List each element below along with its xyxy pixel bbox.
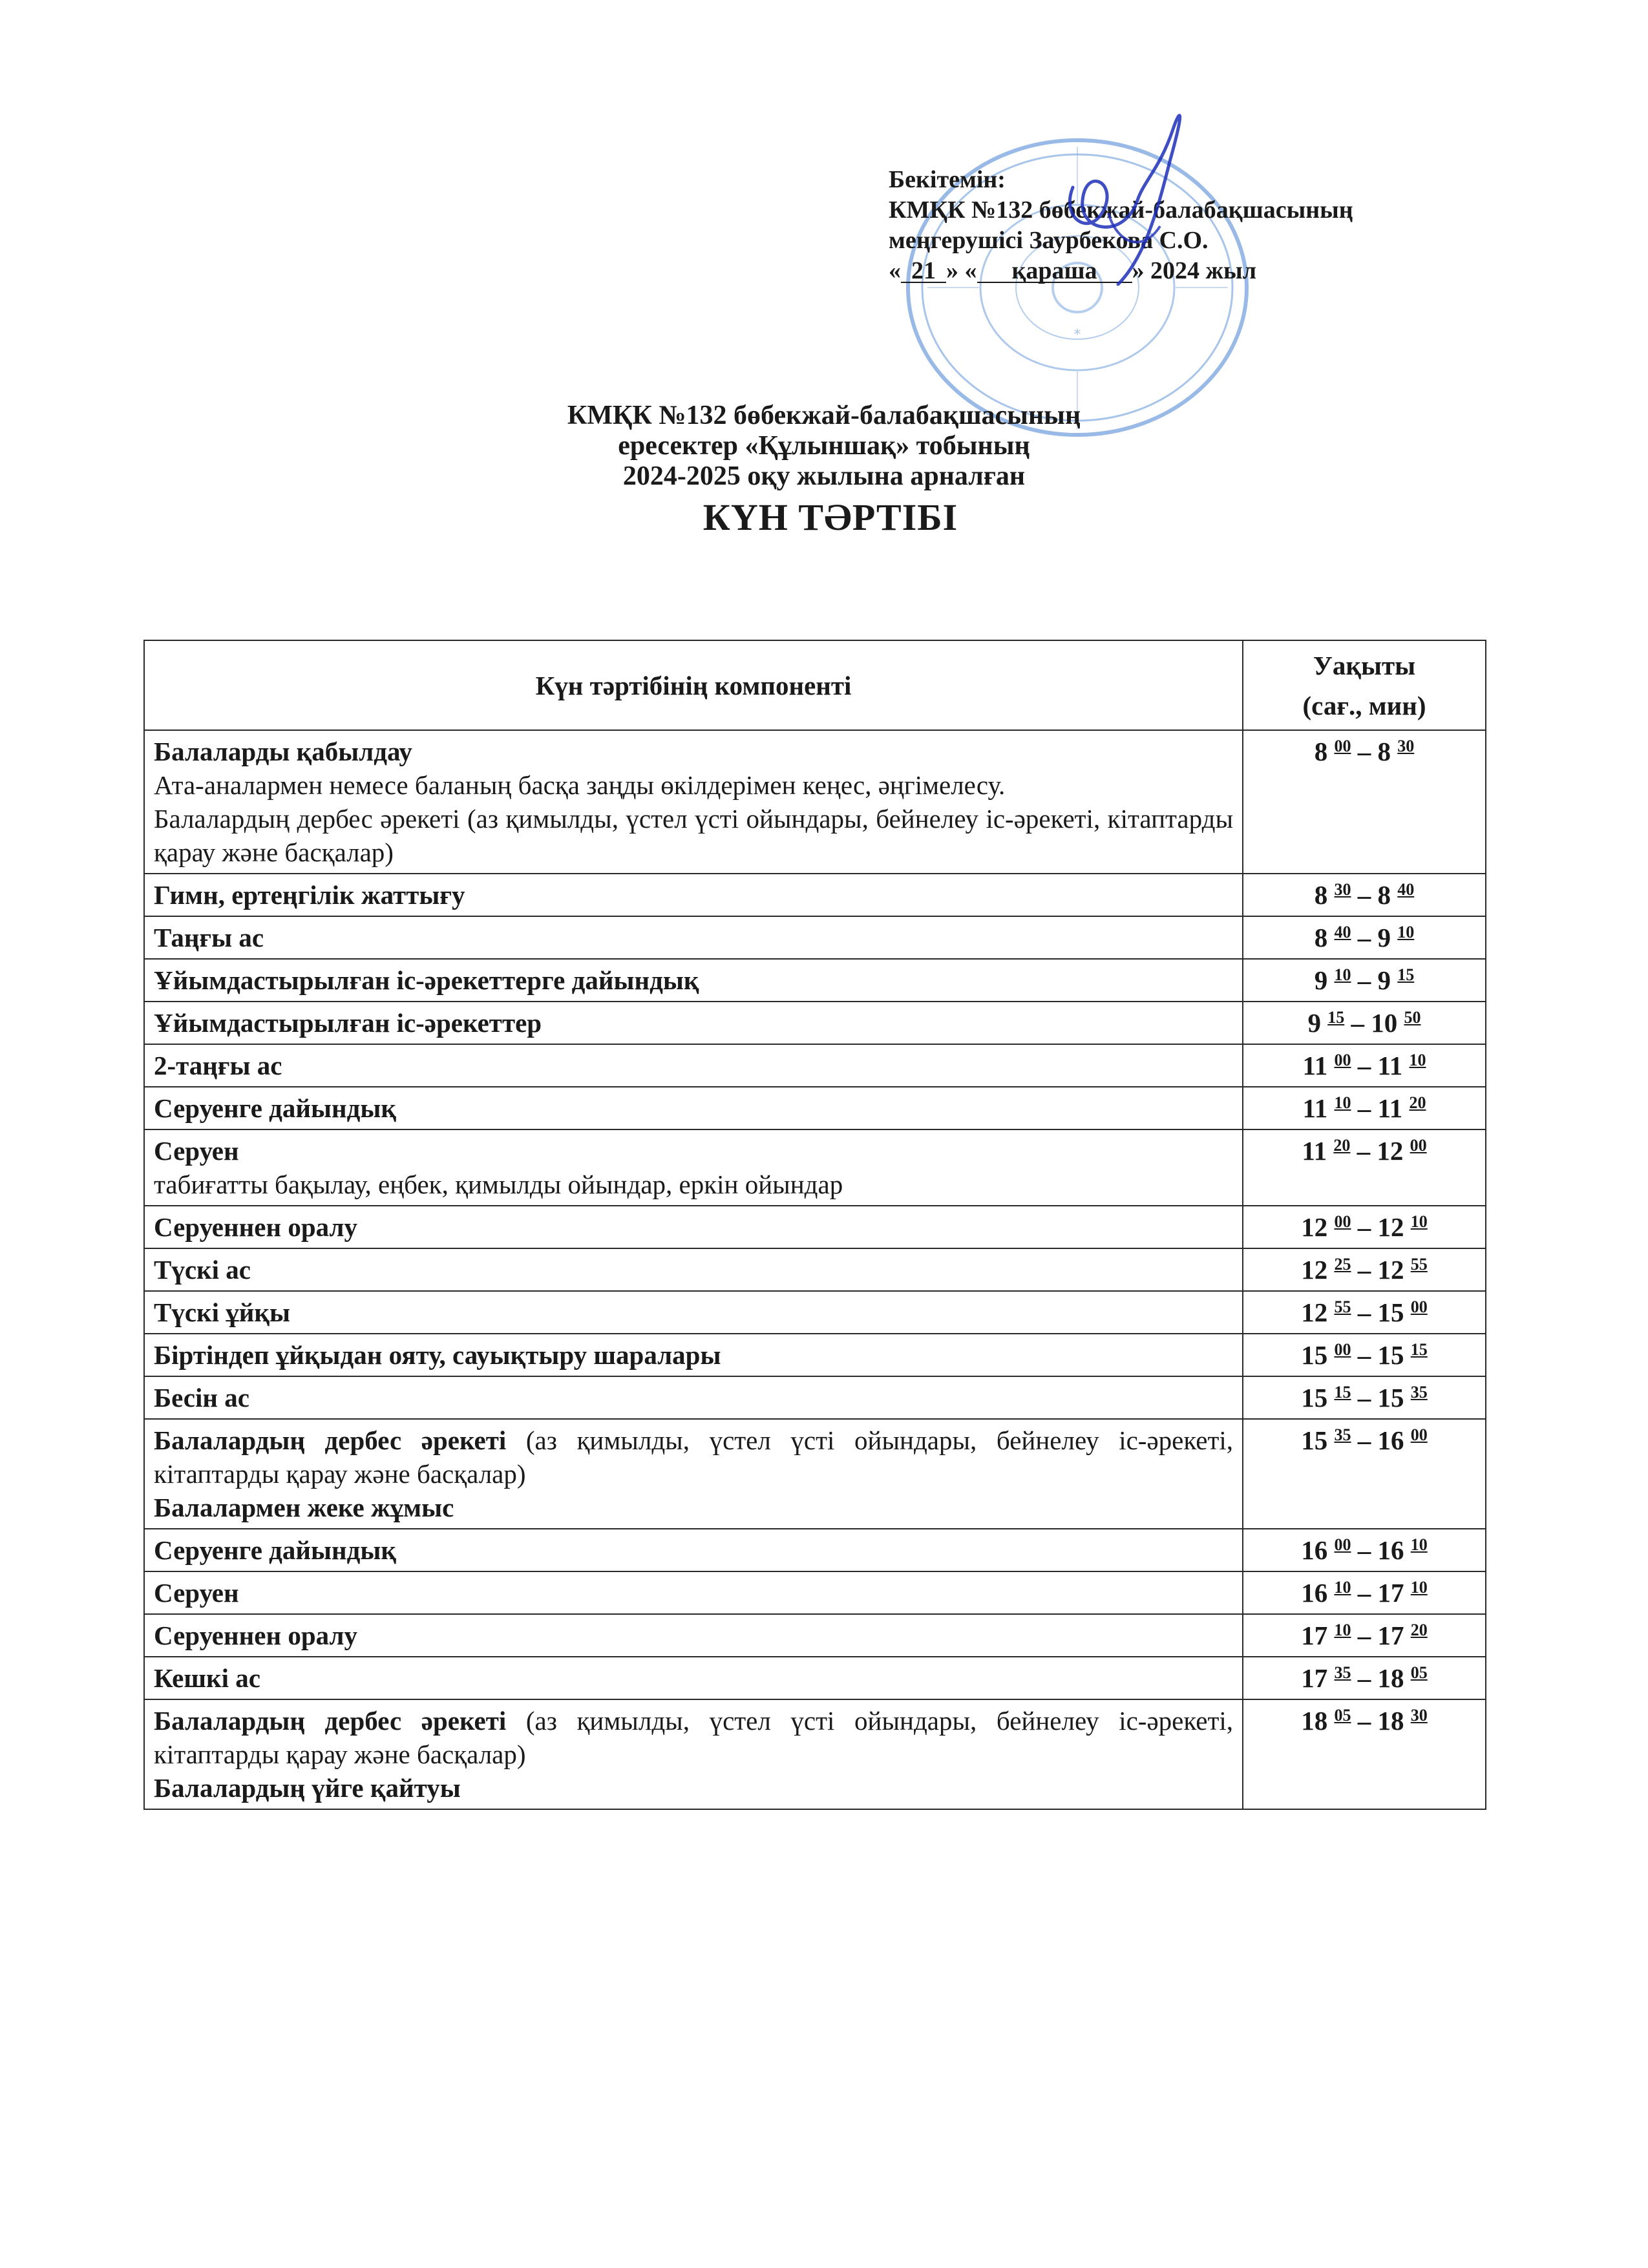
row-component	[144, 1571, 1243, 1614]
row-component	[144, 1419, 1243, 1529]
component-title: Ұйымдастырылған іс-әрекеттерге дайындық	[154, 965, 699, 995]
time-start-hour: 8	[1314, 880, 1328, 910]
component-title: 2-таңғы ас	[154, 1051, 282, 1080]
table-row	[144, 1206, 1486, 1248]
time-start-minutes: 00	[1334, 1535, 1351, 1554]
component-title: Балалармен жеке жұмыс	[154, 1493, 454, 1522]
approval-organization: КМҚК №132 бөбекжай-балабақшасының	[889, 196, 1353, 224]
approval-block	[889, 165, 1470, 286]
component-title: Таңғы ас	[154, 923, 264, 952]
time-end-hour: 15	[1377, 1297, 1404, 1327]
time-start-minutes: 00	[1334, 737, 1351, 755]
row-time: 16 $^{00}$ – 16 $^{10}$	[1243, 1529, 1486, 1571]
row-component	[144, 1699, 1243, 1809]
row-component	[144, 730, 1243, 874]
time-start-hour: 18	[1301, 1706, 1328, 1736]
row-time: 9 $^{10}$ – 9 $^{15}$	[1243, 959, 1486, 1002]
approval-label: Бекітемін:	[889, 166, 1006, 193]
date-open-quote: «	[889, 257, 901, 284]
row-time: 11 $^{10}$ – 11 $^{20}$	[1243, 1087, 1486, 1129]
row-time: 15 $^{00}$ – 15 $^{15}$	[1243, 1334, 1486, 1376]
time-end-hour: 16	[1377, 1425, 1404, 1455]
table-row	[144, 1087, 1486, 1129]
row-component	[144, 1657, 1243, 1699]
table-row	[144, 1044, 1486, 1087]
component-title: Түскі ұйқы	[154, 1297, 291, 1327]
time-end-minutes: 10	[1410, 1578, 1428, 1597]
time-end-hour: 11	[1377, 1051, 1403, 1080]
time-start-minutes: 55	[1334, 1297, 1351, 1316]
component-title: Гимн, ертеңгілік жаттығу	[154, 880, 465, 910]
schedule-table	[143, 640, 1486, 1810]
row-component	[144, 1529, 1243, 1571]
component-description: Балалардың дербес әрекеті (аз қимылды, үстел үсті ойындары, бейнелеу іс-әрекеті, кітаптарды қарау және басқалар)	[154, 804, 1233, 867]
row-component	[144, 1248, 1243, 1291]
row-time: 18 $^{05}$ – 18 $^{30}$	[1243, 1699, 1486, 1809]
table-row	[144, 1002, 1486, 1044]
row-time: 8 $^{30}$ – 8 $^{40}$	[1243, 874, 1486, 916]
time-start-minutes: 25	[1334, 1255, 1351, 1274]
time-start-hour: 12	[1301, 1255, 1328, 1285]
time-start-hour: 16	[1301, 1578, 1328, 1608]
document-heading	[0, 401, 1648, 543]
component-description: (аз қимылды, үстел үсті ойындары, бейнелеу іс-әрекеті, кітаптарды қарау және басқалар)	[154, 1706, 1234, 1769]
time-start-hour: 12	[1301, 1212, 1328, 1242]
time-end-minutes: 15	[1397, 965, 1415, 984]
time-end-minutes: 10	[1410, 1535, 1428, 1554]
time-end-hour: 12	[1377, 1255, 1404, 1285]
time-start-hour: 17	[1301, 1621, 1328, 1650]
row-time: 17 $^{35}$ – 18 $^{05}$	[1243, 1657, 1486, 1699]
time-start-minutes: 00	[1334, 1051, 1351, 1069]
time-start-hour: 12	[1301, 1297, 1328, 1327]
time-end-hour: 15	[1377, 1340, 1404, 1370]
time-start-minutes: 35	[1334, 1663, 1351, 1682]
date-year: » 2024 жыл	[1132, 257, 1257, 284]
component-title: Түскі ас	[154, 1255, 251, 1285]
row-component	[144, 874, 1243, 916]
row-component	[144, 1614, 1243, 1657]
table-row	[144, 1614, 1486, 1657]
schedule-body	[144, 730, 1486, 1809]
component-title: Серуен	[154, 1136, 239, 1166]
table-row	[144, 1699, 1486, 1809]
time-start-hour: 11	[1302, 1136, 1327, 1166]
row-time: 8 $^{00}$ – 8 $^{30}$	[1243, 730, 1486, 874]
row-time: 16 $^{10}$ – 17 $^{10}$	[1243, 1571, 1486, 1614]
time-end-hour: 18	[1377, 1706, 1404, 1736]
time-start-minutes: 35	[1334, 1425, 1351, 1444]
time-end-hour: 8	[1377, 737, 1391, 766]
table-row	[144, 1334, 1486, 1376]
time-start-hour: 15	[1301, 1340, 1328, 1370]
time-start-hour: 11	[1302, 1051, 1328, 1080]
component-title: Балалардың үйге қайтуы	[154, 1773, 461, 1803]
row-component	[144, 1129, 1243, 1206]
time-start-minutes: 15	[1327, 1008, 1345, 1027]
row-component	[144, 916, 1243, 959]
time-end-hour: 9	[1377, 965, 1391, 995]
time-end-hour: 18	[1377, 1663, 1404, 1693]
component-description: табиғатты бақылау, еңбек, қимылды ойындар, еркін ойындар	[154, 1170, 843, 1199]
time-start-minutes: 00	[1334, 1212, 1351, 1231]
time-end-hour: 10	[1371, 1008, 1398, 1038]
component-title: Серуен	[154, 1578, 239, 1608]
header-time-line2: (сағ., мин)	[1302, 690, 1426, 720]
row-time: 15 $^{35}$ – 16 $^{00}$	[1243, 1419, 1486, 1529]
table-row	[144, 1248, 1486, 1291]
time-end-minutes: 10	[1410, 1212, 1428, 1231]
component-title: Ұйымдастырылған іс-әрекеттер	[154, 1008, 542, 1038]
row-time: 12 $^{25}$ – 12 $^{55}$	[1243, 1248, 1486, 1291]
table-header-row	[144, 640, 1486, 730]
heading-group: ересектер «Құлыншақ» тобының	[618, 431, 1030, 461]
time-end-hour: 17	[1377, 1578, 1404, 1608]
time-start-hour: 15	[1301, 1425, 1328, 1455]
row-component	[144, 1376, 1243, 1419]
time-start-minutes: 10	[1334, 965, 1351, 984]
time-end-minutes: 00	[1410, 1425, 1428, 1444]
page-title: КҮН ТӘРТІБІ	[703, 496, 958, 538]
time-start-hour: 17	[1301, 1663, 1328, 1693]
header-time-line1: Уақыты	[1313, 650, 1416, 680]
row-component	[144, 1044, 1243, 1087]
time-start-minutes: 10	[1334, 1093, 1351, 1112]
time-start-hour: 8	[1314, 737, 1328, 766]
component-title: Серуеннен оралу	[154, 1212, 357, 1242]
time-start-hour: 11	[1302, 1093, 1328, 1123]
time-end-minutes: 40	[1397, 880, 1415, 899]
svg-text:*: *	[1073, 327, 1081, 343]
time-start-hour: 15	[1301, 1383, 1328, 1412]
heading-organization: КМҚК №132 бөбекжай-балабақшасының	[567, 401, 1081, 430]
component-title: Балалардың дербес әрекеті	[154, 1706, 507, 1736]
row-time: 17 $^{10}$ – 17 $^{20}$	[1243, 1614, 1486, 1657]
time-end-minutes: 30	[1410, 1706, 1428, 1725]
time-start-minutes: 00	[1334, 1340, 1351, 1359]
time-start-minutes: 15	[1334, 1383, 1351, 1402]
row-component	[144, 1206, 1243, 1248]
date-day: 21	[901, 260, 946, 283]
component-description: (аз қимылды, үстел үсті ойындары, бейнелеу іс-әрекеті, кітаптарды қарау және басқалар)	[154, 1425, 1234, 1489]
time-end-minutes: 55	[1410, 1255, 1428, 1274]
time-end-minutes: 00	[1410, 1297, 1428, 1316]
time-start-minutes: 20	[1333, 1136, 1351, 1155]
approval-date	[889, 256, 1470, 286]
time-end-minutes: 20	[1410, 1621, 1428, 1639]
row-time: 15 $^{15}$ – 15 $^{35}$	[1243, 1376, 1486, 1419]
time-end-hour: 15	[1377, 1383, 1404, 1412]
table-row	[144, 730, 1486, 874]
table-row	[144, 874, 1486, 916]
time-start-hour: 9	[1307, 1008, 1321, 1038]
time-end-minutes: 10	[1409, 1051, 1426, 1069]
row-component	[144, 959, 1243, 1002]
component-title: Біртіндеп ұйқыдан ояту, сауықтыру шаралары	[154, 1340, 721, 1370]
time-end-minutes: 50	[1404, 1008, 1421, 1027]
table-row	[144, 1529, 1486, 1571]
table-row	[144, 1376, 1486, 1419]
table-row	[144, 1571, 1486, 1614]
time-start-minutes: 30	[1334, 880, 1351, 899]
table-row	[144, 1657, 1486, 1699]
time-start-minutes: 10	[1334, 1578, 1351, 1597]
row-time: 12 $^{00}$ – 12 $^{10}$	[1243, 1206, 1486, 1248]
time-end-minutes: 20	[1409, 1093, 1426, 1112]
row-component	[144, 1291, 1243, 1334]
time-end-hour: 11	[1377, 1093, 1403, 1123]
table-row	[144, 1419, 1486, 1529]
row-time: 12 $^{55}$ – 15 $^{00}$	[1243, 1291, 1486, 1334]
time-start-minutes: 05	[1334, 1706, 1351, 1725]
time-end-minutes: 05	[1410, 1663, 1428, 1682]
time-end-minutes: 10	[1397, 923, 1415, 941]
time-end-hour: 12	[1377, 1136, 1404, 1166]
date-month: қараша	[977, 260, 1132, 283]
row-time: 8 $^{40}$ – 9 $^{10}$	[1243, 916, 1486, 959]
row-component	[144, 1334, 1243, 1376]
time-start-hour: 16	[1301, 1535, 1328, 1565]
header-component: Күн тәртібінің компоненті	[144, 640, 1243, 730]
heading-year: 2024-2025 оқу жылына арналған	[622, 461, 1026, 491]
time-end-hour: 9	[1377, 923, 1391, 952]
component-title: Серуенге дайындық	[154, 1535, 397, 1565]
header-time	[1243, 640, 1486, 730]
component-description: Ата-аналармен немесе баланың басқа заңды өкілдерімен кеңес, әңгімелесу.	[154, 770, 1006, 800]
time-end-hour: 16	[1377, 1535, 1404, 1565]
time-start-hour: 9	[1314, 965, 1328, 995]
component-title: Бесін ас	[154, 1383, 249, 1412]
component-title: Балалардың дербес әрекеті	[154, 1425, 507, 1455]
component-title: Серуеннен оралу	[154, 1621, 357, 1650]
time-end-minutes: 35	[1410, 1383, 1428, 1402]
time-end-hour: 17	[1377, 1621, 1404, 1650]
row-time: 11 $^{00}$ – 11 $^{10}$	[1243, 1044, 1486, 1087]
time-end-minutes: 00	[1410, 1136, 1427, 1155]
row-component	[144, 1002, 1243, 1044]
component-title: Балаларды қабылдау	[154, 737, 412, 766]
time-end-minutes: 15	[1410, 1340, 1428, 1359]
row-component	[144, 1087, 1243, 1129]
row-time: 11 $^{20}$ – 12 $^{00}$	[1243, 1129, 1486, 1206]
date-mid-quote: » «	[946, 257, 977, 284]
row-time: 9 $^{15}$ – 10 $^{50}$	[1243, 1002, 1486, 1044]
approval-director: меңгерушісі Заурбекова С.О.	[889, 227, 1209, 254]
time-start-minutes: 40	[1334, 923, 1351, 941]
time-end-hour: 8	[1377, 880, 1391, 910]
table-row	[144, 1291, 1486, 1334]
time-end-minutes: 30	[1397, 737, 1415, 755]
component-title: Кешкі ас	[154, 1663, 260, 1693]
time-start-hour: 8	[1314, 923, 1328, 952]
table-row	[144, 1129, 1486, 1206]
time-end-hour: 12	[1377, 1212, 1404, 1242]
component-title: Серуенге дайындық	[154, 1093, 397, 1123]
table-row	[144, 959, 1486, 1002]
time-start-minutes: 10	[1334, 1621, 1351, 1639]
table-row	[144, 916, 1486, 959]
